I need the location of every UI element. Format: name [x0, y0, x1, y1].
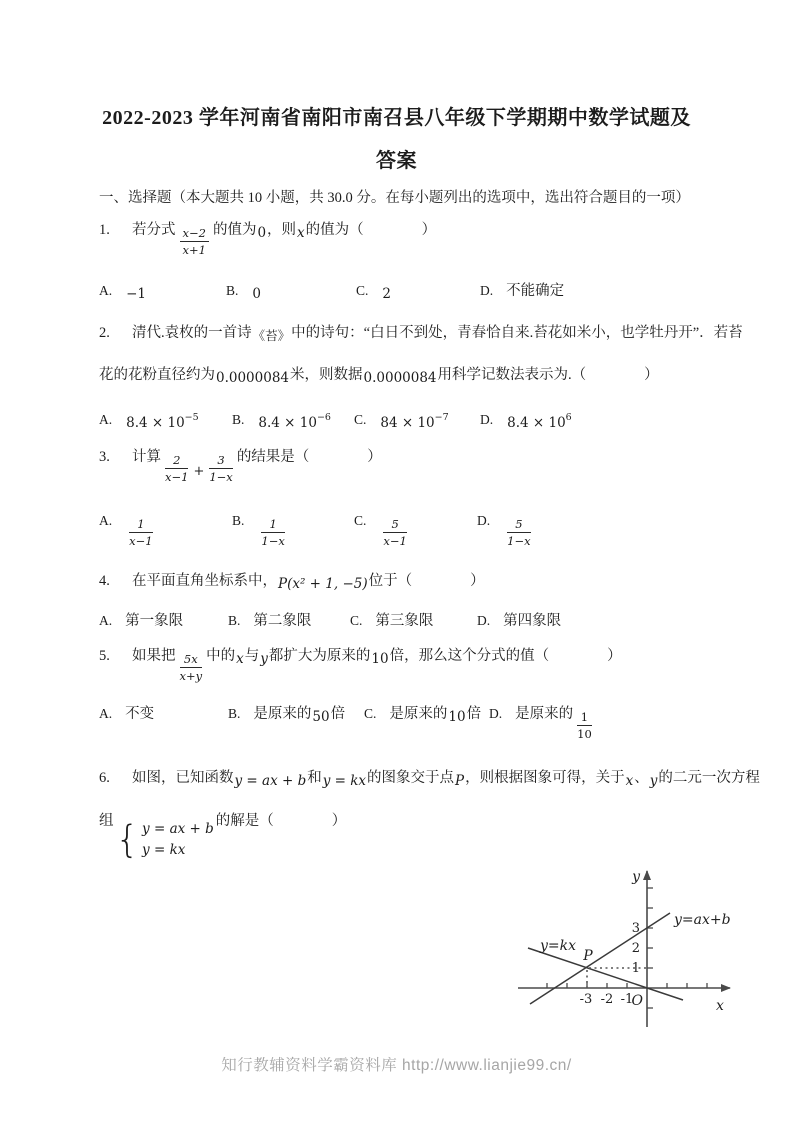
text-run: 、 [634, 770, 649, 786]
math-number: 0 [252, 286, 261, 302]
option-B [228, 611, 311, 631]
math-number: 2 [382, 286, 391, 302]
text-run: 组 [99, 813, 114, 829]
math-exponent: −7 [434, 412, 449, 423]
option-A [99, 511, 157, 548]
question-2-line-1 [99, 323, 743, 343]
text-run: 的解是（ ） [215, 813, 347, 829]
question-4-line-1 [99, 571, 485, 591]
fraction-denominator: 1−x [507, 534, 531, 548]
text-run: 不能确定 [506, 283, 565, 299]
text-run: 清代.袁枚的一首诗 [132, 325, 252, 341]
text-run: 如图，已知函数 [132, 770, 234, 786]
option-label: A. [99, 411, 113, 427]
text-run: 如果把 [132, 648, 176, 664]
option-D [480, 406, 573, 430]
section-header: 一、选择题（本大题共 10 小题，共 30.0 分。在每小题列出的选项中，选出符合题目的一项） [99, 190, 690, 206]
option-label: C. [356, 283, 369, 298]
math-expression: y = ax + b [234, 773, 307, 789]
text-run: 用科学记数法表示为.（ ） [437, 367, 659, 383]
option-A [99, 704, 154, 724]
fraction-numerator: 3 [209, 453, 232, 469]
option-D [489, 704, 596, 741]
math-number: 0 [257, 225, 267, 241]
text-run: 计算 [132, 449, 161, 465]
text-run: 倍 [330, 706, 346, 722]
point-p-label: P [583, 948, 593, 964]
text-run: 倍 [466, 706, 482, 722]
x-tick-neg3: -3 [579, 992, 593, 1007]
question-number: 4. [99, 573, 110, 589]
text-run: 不变 [125, 706, 155, 722]
text-run: 米，则数据 [290, 367, 363, 383]
math-exponent: 6 [565, 412, 572, 423]
line1-label: y=ax+b [674, 912, 731, 928]
question-3-line-1 [99, 447, 382, 484]
math-power [506, 412, 573, 431]
option-C [354, 511, 411, 548]
option-label: A. [99, 283, 113, 298]
math-base: 84 × 10 [380, 414, 435, 431]
y-tick-2: 2 [631, 941, 640, 956]
math-number: 10 [448, 709, 466, 725]
fraction-denominator: x−1 [383, 534, 407, 548]
line-y-ax-b [530, 913, 670, 1004]
question-number: 1. [99, 222, 110, 238]
math-base: 8.4 × 10 [507, 414, 566, 431]
option-label: D. [477, 513, 491, 528]
math-exponent: −5 [184, 412, 199, 423]
question-6-line-2 [99, 811, 346, 860]
math-fraction [507, 517, 530, 549]
option-label: B. [228, 706, 241, 721]
y-axis-label: y [632, 869, 640, 885]
x-tick-neg2: -2 [600, 992, 614, 1007]
text-run: 是原来的 [515, 706, 574, 722]
text-run: 花的花粉直径约为 [99, 367, 215, 383]
text-run: 第三象限 [375, 613, 434, 629]
fraction-numerator: 1 [577, 710, 592, 726]
fraction-numerator: 1 [129, 517, 152, 533]
math-operator: + [193, 464, 205, 479]
option-B [226, 281, 262, 301]
text-run: 都扩大为原来的 [268, 648, 371, 664]
option-D [480, 281, 564, 301]
doc-title-line2: 答案 [376, 150, 417, 172]
math-power [379, 412, 449, 431]
option-label: B. [228, 613, 241, 628]
option-B [228, 704, 345, 724]
text-run: 位于（ ） [368, 573, 485, 589]
text-run: 第一象限 [125, 613, 184, 629]
math-expression: x [236, 651, 244, 667]
brace-icon: { [115, 818, 140, 861]
text-run: 是原来的 [253, 706, 312, 722]
math-expression: P(x² + 1, −5) [278, 576, 368, 592]
option-D [477, 611, 561, 631]
option-B [232, 511, 289, 548]
fraction-denominator: 1−x [209, 470, 233, 484]
option-label: A. [99, 613, 113, 628]
math-expression: y [260, 651, 268, 667]
option-label: D. [489, 706, 503, 721]
fraction-denominator: x+1 [182, 243, 206, 257]
text-run: 的图象交于点 [367, 770, 455, 786]
math-number: 10 [371, 651, 389, 667]
text-run: 中的诗句：“白日不到处，青春恰自来.苔花如米小，也学牡丹开”．若苔 [291, 325, 743, 341]
math-exponent: −6 [316, 412, 331, 423]
text-run: 的值为（ ） [305, 222, 437, 238]
option-label: C. [354, 513, 367, 528]
question-number: 3. [99, 449, 110, 465]
option-A [99, 406, 200, 430]
option-C [354, 406, 450, 430]
equation-line: y = ax + b [142, 820, 214, 837]
math-number: 0.0000084 [363, 370, 437, 386]
math-expression: y [649, 773, 658, 789]
math-fraction [129, 517, 152, 549]
option-A [99, 611, 183, 631]
fraction-denominator: x+y [179, 669, 203, 683]
coordinate-graph [500, 856, 772, 1034]
option-label: B. [232, 513, 245, 528]
option-label: B. [232, 411, 245, 427]
option-C [356, 281, 392, 301]
option-label: D. [480, 283, 494, 298]
math-expression: P [455, 773, 465, 789]
equation-system [116, 819, 214, 861]
text-run: 在平面直角坐标系中， [132, 573, 277, 589]
text-run: 第四象限 [503, 613, 562, 629]
line2-label: y=kx [540, 938, 577, 954]
text-run: 若分式 [132, 222, 176, 238]
y-axis-arrow-icon [643, 870, 651, 880]
math-expression: y = kx [322, 773, 367, 789]
math-number: −1 [126, 286, 147, 302]
math-number: 50 [312, 709, 330, 725]
fraction-numerator: 5 [383, 517, 406, 533]
math-fraction [165, 453, 188, 485]
question-number: 6. [99, 770, 110, 786]
fraction-numerator: x−2 [180, 226, 209, 242]
text-run: 的值为 [212, 222, 257, 238]
y-tick-1: 1 [631, 961, 640, 976]
text-run: 与 [244, 648, 260, 664]
footer-watermark: 知行教辅资料学霸资料库 http://www.lianjie99.cn/ [221, 1057, 572, 1074]
option-D [477, 511, 535, 548]
equation-lines [142, 819, 214, 861]
math-number: 0.0000084 [216, 370, 290, 386]
math-fraction [261, 517, 284, 549]
option-label: B. [226, 283, 239, 298]
math-fraction [180, 226, 209, 258]
text-run: ，则 [267, 222, 297, 238]
fraction-numerator: 5 [507, 517, 530, 533]
doc-title-line1: 2022-2023 学年河南省南阳市南召县八年级下学期期中数学试题及 [102, 107, 691, 129]
x-axis-label: x [716, 998, 724, 1014]
text-run: 第二象限 [253, 613, 312, 629]
x-tick-neg1: -1 [620, 992, 634, 1007]
text-run: 的二元一次方程 [658, 770, 760, 786]
math-base: 8.4 × 10 [126, 414, 185, 431]
fraction-denominator: x−1 [165, 470, 189, 484]
book-title: 《苔》 [252, 328, 291, 343]
option-label: C. [354, 411, 367, 427]
text-run: 和 [307, 770, 322, 786]
option-B [232, 406, 332, 430]
text-run: 是原来的 [389, 706, 448, 722]
option-label: A. [99, 513, 113, 528]
math-fraction [383, 517, 406, 549]
text-run: ，则根据图象可得，关于 [465, 770, 625, 786]
equation-line: y = kx [142, 841, 186, 858]
question-2-line-2 [99, 365, 659, 385]
option-C [350, 611, 433, 631]
question-number: 5. [99, 648, 110, 664]
option-label: D. [480, 411, 494, 427]
option-C [364, 704, 481, 724]
question-6-line-1 [99, 768, 760, 788]
option-label: C. [364, 706, 377, 721]
option-A [99, 281, 147, 301]
option-label: D. [477, 613, 491, 628]
fraction-numerator: 5x [180, 652, 203, 668]
y-tick-3: 3 [631, 921, 640, 936]
option-label: C. [350, 613, 363, 628]
text-run: 的结果是（ ） [236, 449, 382, 465]
fraction-numerator: 2 [165, 453, 188, 469]
option-label: A. [99, 706, 113, 721]
fraction-denominator: x−1 [129, 534, 153, 548]
math-power [125, 412, 200, 431]
text-run: 倍，那么这个分式的值（ ） [389, 648, 622, 664]
math-expression: x [625, 773, 634, 789]
fraction-numerator: 1 [261, 517, 284, 533]
math-fraction [180, 652, 203, 684]
figure-graph [500, 856, 772, 1034]
question-number: 2. [99, 325, 110, 341]
math-fraction [209, 453, 232, 485]
text-run: 中的 [206, 648, 236, 664]
math-fraction [577, 710, 592, 742]
math-power [257, 412, 332, 431]
fraction-denominator: 10 [577, 727, 592, 741]
math-expression: x [297, 225, 305, 241]
fraction-denominator: 1−x [261, 534, 285, 548]
origin-label: O [631, 993, 643, 1009]
question-5-line-1 [99, 646, 622, 683]
x-axis-arrow-icon [721, 984, 731, 992]
math-base: 8.4 × 10 [258, 414, 317, 431]
question-1-line-1 [99, 220, 436, 257]
